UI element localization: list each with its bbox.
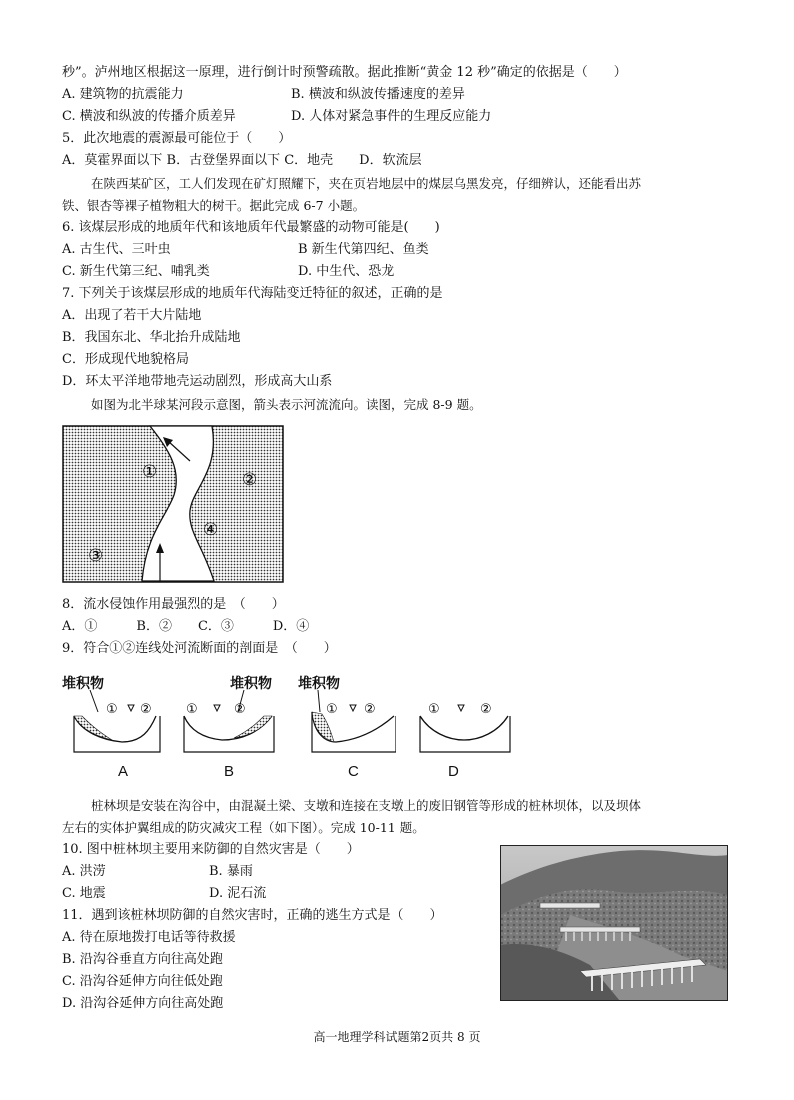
river-label-2: ② [242,470,258,490]
svg-text:①: ① [428,702,440,717]
q10-option-c: C. 地震 [62,886,106,901]
svg-text:①: ① [186,702,198,717]
q10-option-d: D. 泥石流 [209,886,267,901]
q6-option-b: B 新生代第四纪、鱼类 [298,242,429,257]
q4-option-d: D. 人体对紧急事件的生理反应能力 [291,109,492,124]
q7-stem: 7. 下列关于该煤层形成的地质年代海陆变迁特征的叙述，正确的是 [62,286,443,301]
q10-option-a: A. 洪涝 [62,864,106,879]
q4-option-c: C. 横波和纵波的传播介质差异 [62,109,236,124]
q11-stem: 11．遇到该桩林坝防御的自然灾害时，正确的逃生方式是（ ） [62,908,443,923]
q6-option-d: D. 中生代、恐龙 [298,264,395,279]
deposit-label-c: 堆积物 [298,676,340,692]
q10-stem: 10. 图中桩林坝主要用来防御的自然灾害是（ ） [62,842,360,857]
q11-option-b: B. 沿沟谷垂直方向往高处跑 [62,952,223,967]
pile-dam-photo [500,845,728,1001]
deposit-label-a: 堆积物 [62,676,104,692]
dam-structure-1 [540,903,600,908]
section-letter-a: A [118,763,129,780]
section-letter-c: C [348,763,359,780]
svg-text:②: ② [364,702,376,717]
q10-option-b: B. 暴雨 [209,864,253,879]
section-d [414,672,514,764]
svg-text:②: ② [480,702,492,717]
q11-option-d: D. 沿沟谷延伸方向往高处跑 [62,996,224,1011]
svg-text:①: ① [326,702,338,717]
svg-text:①: ① [106,702,118,717]
q4-stem-end: 秒”。泸州地区根据这一原理，进行倒计时预警疏散。据此推断“黄金 12 秒”确定的依据是（ ） [62,65,627,80]
q5-stem: 5．此次地震的震源最可能位于（ ） [62,131,292,146]
page-footer: 高一地理学科试题第2页共 8 页 [313,1030,481,1044]
q6-option-a: A. 古生代、三叶虫 [62,242,171,257]
q7-option-c: C．形成现代地貌格局 [62,352,189,367]
q9-stem: 9．符合①②连线处河流断面的剖面是 （ ） [62,641,337,656]
river-label-4: ④ [203,520,219,540]
river-diagram [62,425,284,583]
section-letter-d: D [448,763,459,780]
q7-option-b: B．我国东北、华北抬升成陆地 [62,330,241,345]
passage-6-7-line1: 在陕西某矿区，工人们发现在矿灯照耀下，夹在页岩地层中的煤层乌黑发亮，仔细辨认，还能看出苏 [91,176,642,191]
deposit-label-b: 堆积物 [230,676,272,692]
passage-8-9: 如图为北半球某河段示意图，箭头表示河流流向。读图，完成 8-9 题。 [91,397,482,412]
section-c [296,672,396,764]
q8-options: A．① B．② C．③ D．④ [62,619,310,634]
q4-option-a: A. 建筑物的抗震能力 [62,87,184,102]
passage-6-7-line2: 铁、银杏等裸子植物粗大的树干。据此完成 6-7 小题。 [62,198,366,213]
section-b [178,672,278,764]
q6-option-c: C. 新生代第三纪、哺乳类 [62,264,210,279]
q11-option-a: A. 待在原地拨打电话等待救援 [62,930,236,945]
svg-text:②: ② [234,702,246,717]
q4-option-b: B. 横波和纵波传播速度的差异 [291,87,465,102]
section-a [62,672,162,764]
q7-option-a: A．出现了若干大片陆地 [62,308,202,323]
svg-text:②: ② [140,702,152,717]
passage-10-11-line2: 左右的实体护翼组成的防灾减灾工程（如下图）。完成 10-11 题。 [62,820,425,835]
q11-option-c: C. 沿沟谷延伸方向往低处跑 [62,974,223,989]
river-label-3: ③ [88,546,104,566]
q7-option-d: D．环太平洋地带地壳运动剧烈，形成高大山系 [62,374,333,389]
river-label-1: ① [142,462,158,482]
q5-options: A．莫霍界面以下 B．古登堡界面以下 C．地壳 D．软流层 [62,153,422,168]
section-letter-b: B [224,763,235,780]
q8-stem: 8．流水侵蚀作用最强烈的是 （ ） [62,597,285,612]
passage-10-11-line1: 桩林坝是安装在沟谷中，由混凝土梁、支墩和连接在支墩上的废旧钢管等形成的桩林坝体，以及坝体 [91,798,642,813]
q6-stem: 6. 该煤层形成的地质年代和该地质年代最繁盛的动物可能是( ) [62,220,440,235]
